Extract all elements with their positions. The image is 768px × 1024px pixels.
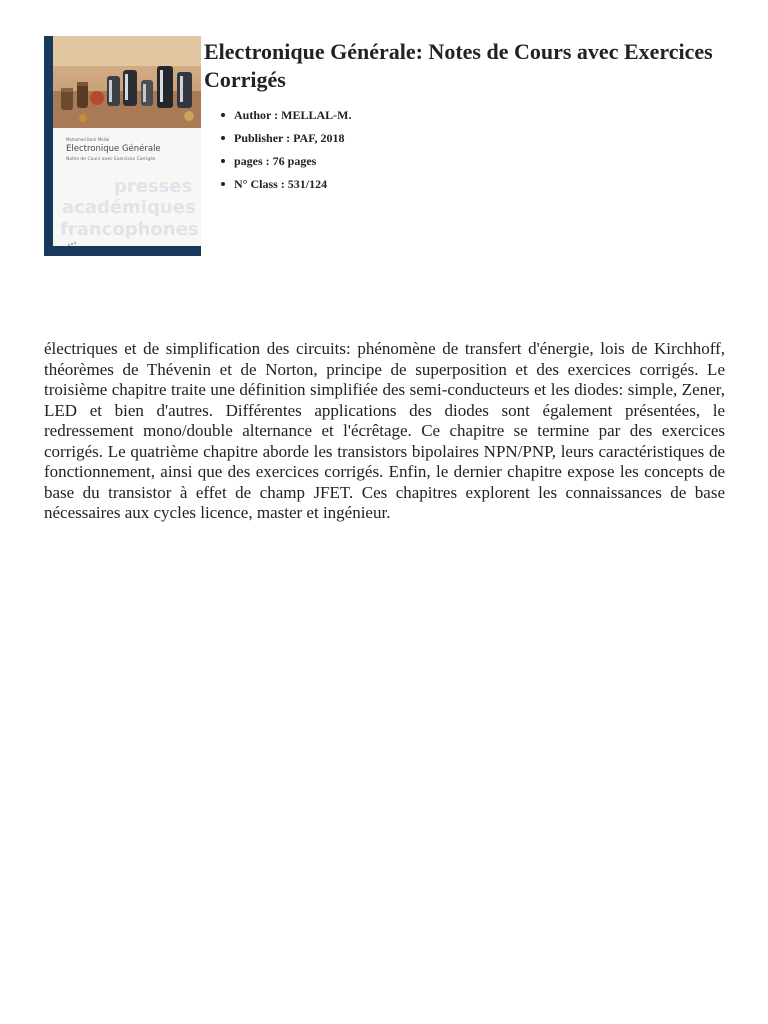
- cover-bottom-band: [44, 246, 201, 256]
- cover-author: Mohamed Badr Mellal: [66, 137, 110, 142]
- cover-watermark-line-1: presses: [114, 176, 193, 197]
- meta-pages: pages : 76 pages: [216, 153, 351, 176]
- book-title: Electronique Générale: Notes de Cours avec Exercices Corrigés: [204, 39, 713, 92]
- cover-photo-capacitors: [53, 36, 201, 128]
- cover-spine: [44, 36, 53, 256]
- book-description: électriques et de simplification des circuits: phénomène de transfert d'énergie, lois de Kirchhoff, théorèmes de Thévenin et de Norton, principe de superposition et des exercices corrigés. Le troisième chapitre traite une définition simplifiée des semi-conducteurs et les diodes: simple, Zener, LED et bien d'autres. Différentes applications des diodes sont également présentées, le redressement mono/double alternance et l'écrêtage. Ce chapitre se termine par des exercices corrigés. Le quatrième chapitre aborde les transistors bipolaires NPN/PNP, leurs caractéristiques de fonctionnement, ainsi que des exercices corrigés. Enfin, le dernier chapitre expose les concepts de base du transistor à effet de champ JFET. Ces chapitres explorent les connaissances de base nécessaires aux cycles licence, master et ingénieur.: [44, 339, 725, 522]
- meta-author: Author : MELLAL-M.: [216, 107, 351, 130]
- book-metadata-list: [216, 107, 351, 199]
- book-cover-image: [44, 36, 201, 256]
- cover-title: Electronique Générale: [66, 144, 161, 154]
- meta-class: N° Class : 531/124: [216, 176, 351, 199]
- cover-watermark-line-3: francophones: [60, 219, 199, 240]
- cover-watermark-line-2: académiques: [62, 197, 196, 218]
- capacitors-illustration: [53, 36, 201, 128]
- cover-subtitle: Notes de Cours avec Exercices Corrigés: [66, 157, 156, 162]
- meta-publisher: Publisher : PAF, 2018: [216, 130, 351, 153]
